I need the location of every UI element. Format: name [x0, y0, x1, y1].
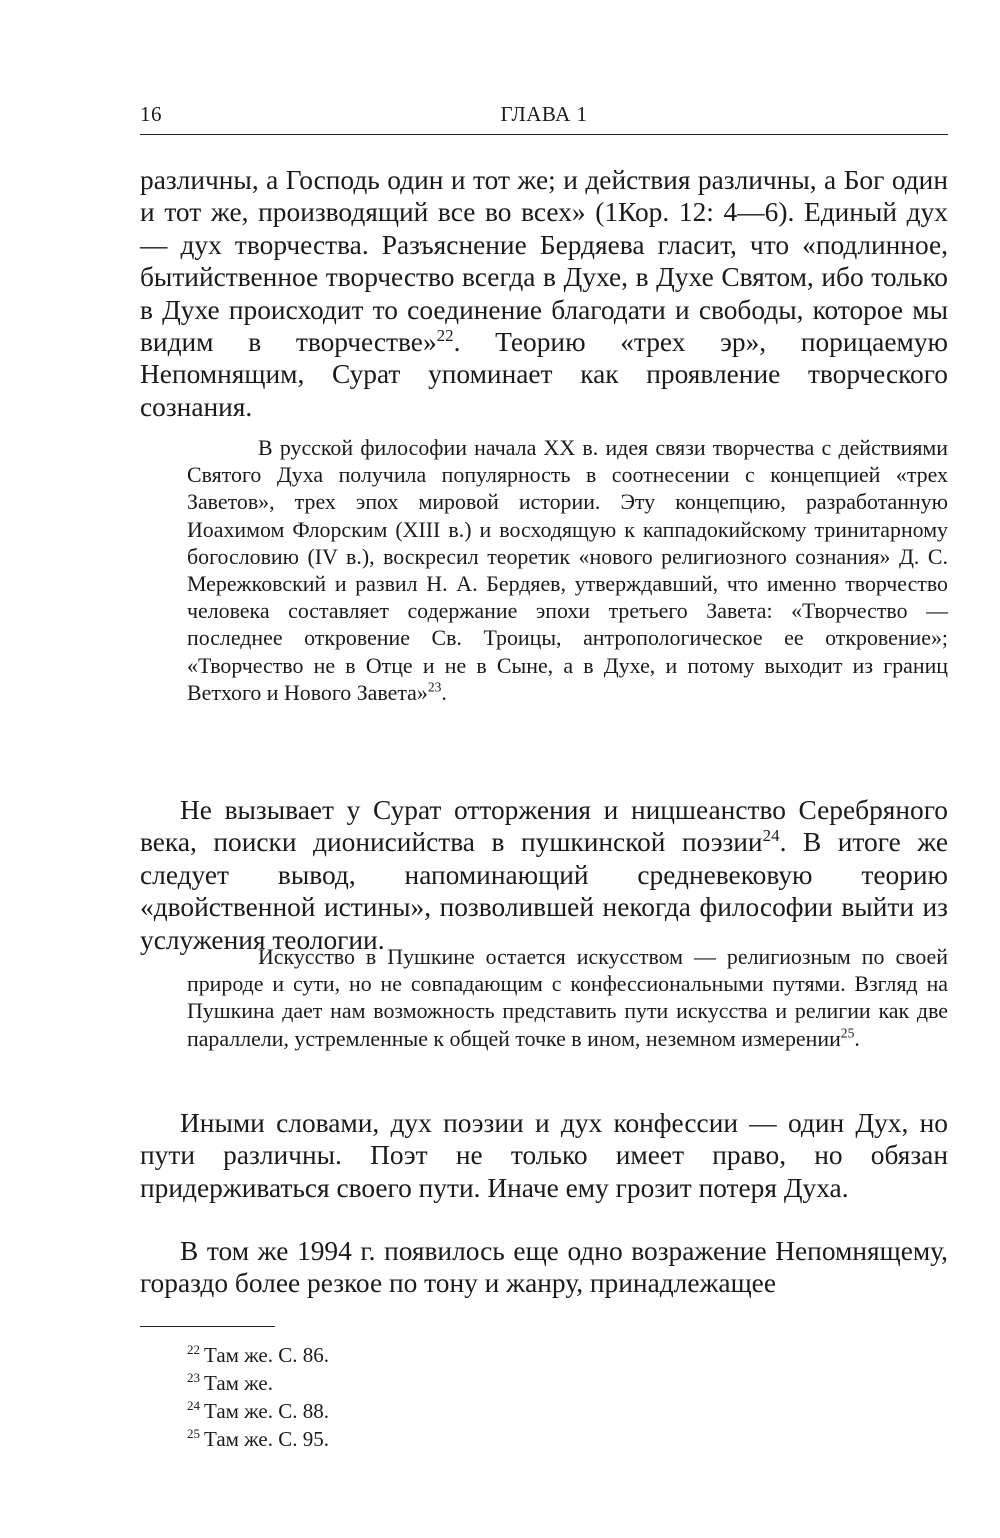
footnote-ref-22: 22 [436, 325, 454, 345]
footnote-number: 23 [187, 1370, 201, 1385]
block-quote-2-tail: . [854, 1025, 860, 1051]
block-quote-2-text: Искусство в Пушкине остается искусством — религиозным по своей природе и сути, но не совпадающим с конфессиональными путями. Взгляд на Пушкина дает нам возможность представить пути искусства и религии как две параллели, устремленные к общей точке в ином, неземном измерении [187, 944, 948, 1051]
footnote-number: 24 [187, 1398, 201, 1413]
paragraph-4 [140, 1235, 948, 1300]
paragraph-2-tail: . В итоге же следует вывод, напоминающий средневековую теорию «двойственной истины», позволившей некогда философии выйти из услужения теологии. [140, 827, 948, 955]
paragraph-3 [140, 1107, 948, 1204]
footnote-text: Там же. С. 88. [204, 1399, 329, 1423]
paragraph-1-tail: . Теорию «трех эр», порицаемую Непомнящим, Сурат упоминает как проявление творческого сознания. [140, 327, 948, 422]
footnote-ref-25: 25 [840, 1025, 855, 1041]
running-header [140, 98, 948, 132]
footnote-23 [187, 1369, 887, 1397]
footnote-22 [187, 1341, 887, 1369]
paragraph-2-text: Не вызывает у Сурат отторжения и ницшеанство Серебряного века, поиски дионисийства в пушкинской поэзии [140, 795, 948, 858]
paragraph-4-text: В том же 1994 г. появилось еще одно возражение Непомнящему, гораздо более резкое по тону и жанру, принадлежащее [140, 1236, 948, 1299]
paragraph-1 [140, 164, 948, 423]
footnote-text: Там же. С. 95. [204, 1427, 329, 1451]
paragraph-3-text: Иными словами, дух поэзии и дух конфессии — один Дух, но пути различны. Поэт не только имеет право, но обязан придерживаться своего пути. Иначе ему грозит потеря Духа. [140, 1108, 948, 1203]
block-quote-2 [187, 943, 948, 1052]
block-quote-1-text: В русской философии начала XX в. идея связи творчества с действиями Святого Духа получила популярность в соотнесении с концепцией «трех Заветов», трех эпох мировой истории. Эту концепцию, разработанную Иоахимом Флорским (XIII в.) и восходящую к каппадокийскому тринитарному богословию (IV в.), воскресил теоретик «нового религиозного сознания» Д. С. Мережковский и развил Н. А. Бердяев, утверждавший, что именно творчество человека составляет содержание эпохи третьего Завета: «Творчество — последнее откровение Св. Троицы, антропологическое ее откровение»; «Творчество не в Отце и не в Сыне, а в Духе, и потому выходит из границ Ветхого и Нового Завета» [187, 435, 948, 705]
footnote-24 [187, 1397, 887, 1425]
block-quote-1 [187, 434, 948, 706]
paragraph-2 [140, 794, 948, 956]
paragraph-1-text: различны, а Господь один и тот же; и действия различны, а Бог один и тот же, производящий все во всех» (1Кор. 12: 4—6). Единый дух — дух творчества. Разъяснение Бердяева гласит, что «подлинное, бытийственное творчество всегда в Духе, в Духе Святом, ибо только в Духе происходит то соединение благодати и свободы, которое мы видим в творчестве» [140, 165, 948, 358]
footnote-number: 25 [187, 1426, 201, 1441]
header-rule [140, 134, 948, 135]
page-number: 16 [140, 102, 162, 126]
block-quote-1-tail: . [441, 679, 447, 705]
footnote-rule [140, 1326, 275, 1327]
chapter-title: ГЛАВА 1 [500, 102, 588, 126]
footnotes [187, 1341, 887, 1453]
footnote-25 [187, 1425, 887, 1453]
footnote-text: Там же. С. 86. [204, 1343, 329, 1367]
footnote-ref-23: 23 [427, 679, 442, 695]
footnote-text: Там же. [204, 1371, 273, 1395]
footnote-ref-24: 24 [762, 826, 780, 846]
footnote-number: 22 [187, 1342, 201, 1357]
